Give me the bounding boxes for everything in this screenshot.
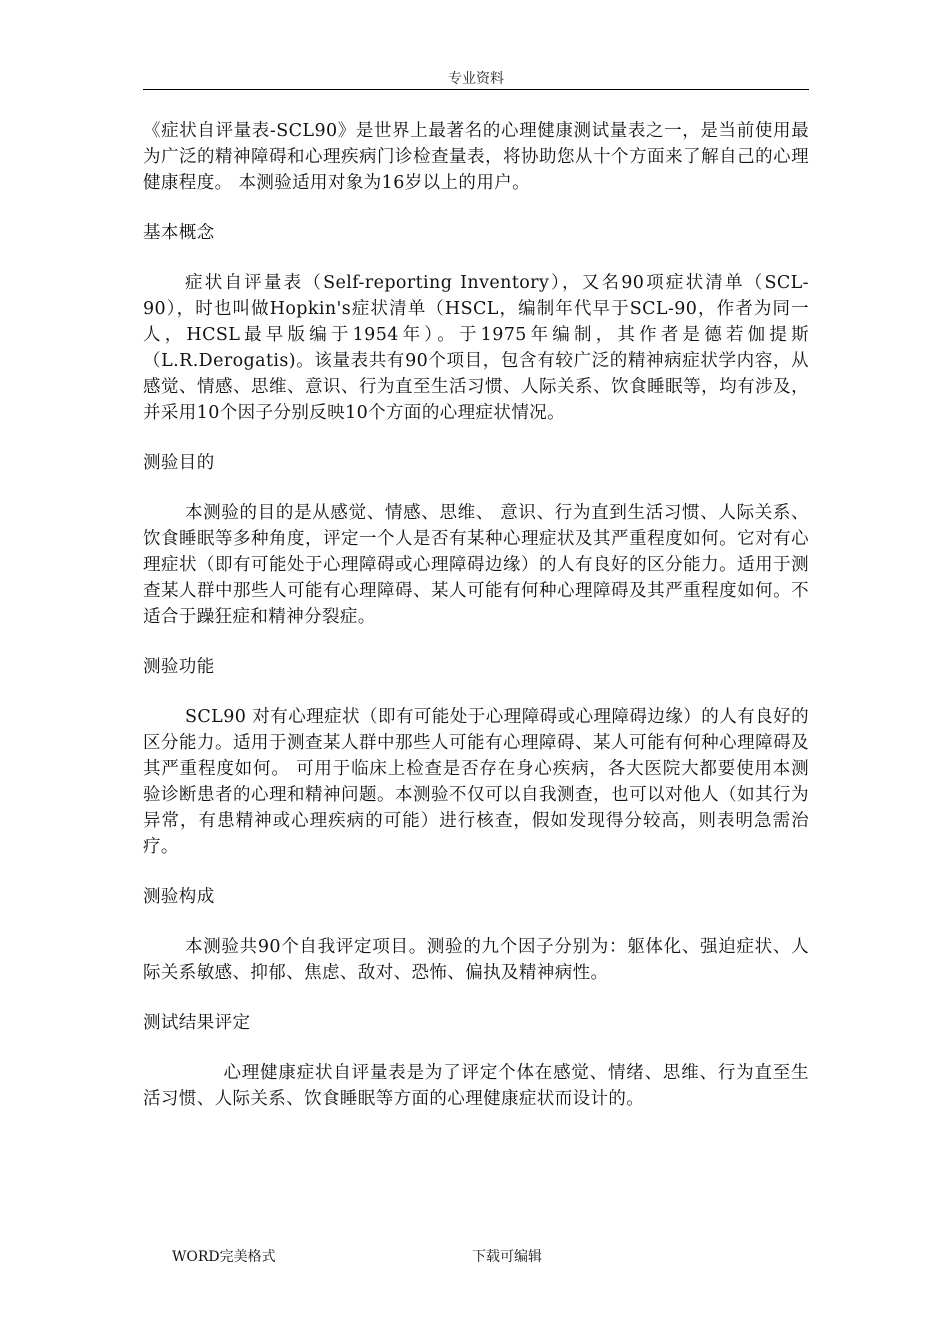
spacer	[143, 680, 809, 704]
section-body-basic-concept: 症状自评量表（Self-reporting Inventory），又名90项症状清单（SCL-90），时也叫做Hopkin's症状清单（HSCL，编制年代早于SCL-90，作者为同一人，HCSL最早版编于1954年）。于1975年编制，其作者是德若伽提斯（L.R.Derogatis)。该量表共有90个项目，包含有较广泛的精神病症状学内容，从感觉、情感、思维、意识、行为直至生活习惯、人际关系、饮食睡眠等，均有涉及，并采用10个因子分别反映10个方面的心理症状情况。	[143, 273, 809, 423]
section-body-test-purpose: 本测验的目的是从感觉、情感、思维、 意识、行为直到生活习惯、人际关系、饮食睡眠等多种角度，评定一个人是否有某种心理症状及其严重程度如何。它对有心理症状（即有可能处于心理障碍或心理障碍边缘）的人有良好的区分能力。适用于测查某人群中那些人可能有心理障碍、某人可能有何种心理障碍及其严重程度如何。不适合于躁狂症和精神分裂症。	[143, 503, 809, 627]
section-heading-basic-concept: 基本概念	[143, 223, 215, 243]
section-heading-test-purpose: 测验目的	[143, 453, 215, 473]
document-body	[143, 118, 809, 1112]
header-divider	[143, 89, 809, 90]
footer-right-label: 下载可编辑	[472, 1249, 542, 1265]
page-header: 专业资料	[448, 71, 504, 87]
spacer	[143, 1036, 809, 1060]
spacer	[143, 196, 809, 220]
spacer	[143, 986, 809, 1010]
section-body-test-structure: 本测验共90个自我评定项目。测验的九个因子分别为：躯体化、强迫症状、人际关系敏感、抑郁、焦虑、敌对、恐怖、偏执及精神病性。	[143, 937, 809, 983]
section-body-result-evaluation: 心理健康症状自评量表是为了评定个体在感觉、情绪、思维、行为直至生活习惯、人际关系、饮食睡眠等方面的心理健康症状而设计的。	[143, 1063, 809, 1109]
spacer	[143, 246, 809, 270]
footer-left-label: WORD完美格式	[172, 1249, 276, 1265]
section-heading-result-evaluation: 测试结果评定	[143, 1013, 251, 1033]
section-body-test-function: SCL90 对有心理症状（即有可能处于心理障碍或心理障碍边缘）的人有良好的区分能力。适用于测查某人群中那些人可能有心理障碍、某人可能有何种心理障碍及其严重程度如何。 可用于临床上检查是否存在身心疾病，各大医院大都要使用本测验诊断患者的心理和精神问题。本测验不仅可以自我测查，也可以对他人（如其行为异常，有患精神或心理疾病的可能）进行核查，假如发现得分较高，则表明急需治疗。	[143, 707, 809, 857]
spacer	[143, 426, 809, 450]
section-heading-test-function: 测验功能	[143, 657, 215, 677]
spacer	[143, 630, 809, 654]
spacer	[143, 910, 809, 934]
spacer	[143, 476, 809, 500]
section-heading-test-structure: 测验构成	[143, 887, 215, 907]
spacer	[143, 860, 809, 884]
intro-paragraph: 《症状自评量表-SCL90》是世界上最著名的心理健康测试量表之一，是当前使用最为广泛的精神障碍和心理疾病门诊检查量表，将协助您从十个方面来了解自己的心理健康程度。 本测验适用对象为16岁以上的用户。	[143, 121, 809, 193]
